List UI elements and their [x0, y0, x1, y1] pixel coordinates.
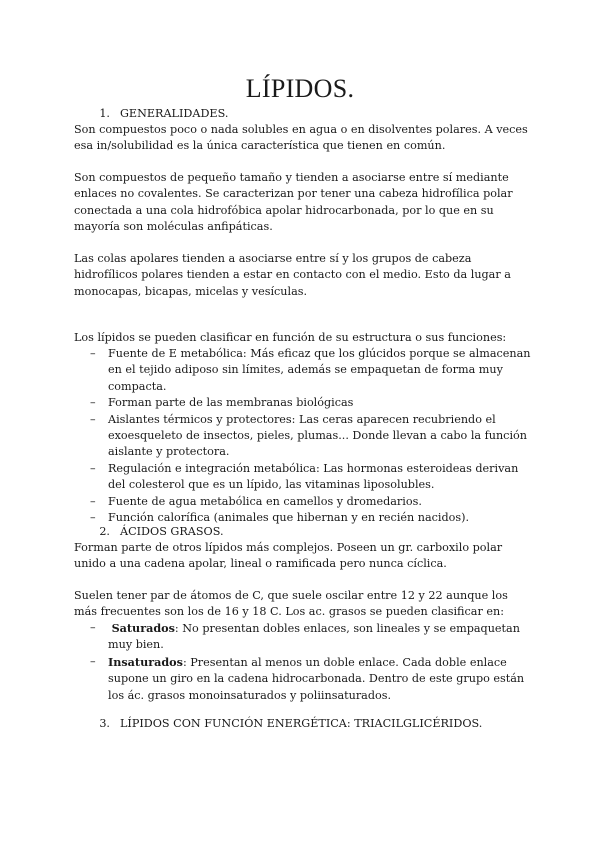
fatty-acids-list: [74, 620, 534, 704]
list-item-text: : No presentan dobles enlaces, son lineales y se empaquetan muy bien.: [108, 622, 520, 652]
section-1-number: 1.: [99, 107, 110, 120]
section-2-paragraph-2: Suelen tener par de átomos de C, que suele oscilar entre 12 y 22 aunque los más frecuentes son los de 16 y 18 C. Los ac. grasos se pueden clasificar en:: [74, 589, 508, 619]
list-item: – Forman parte de las membranas biológicas: [74, 395, 534, 411]
section-1-paragraph-4: Los lípidos se pueden clasificar en función de su estructura o sus funciones:: [74, 331, 507, 344]
section-1-paragraph-1: Son compuestos poco o nada solubles en agua o en disolventes polares. A veces esa in/solubilidad es la única característica que tienen en común.: [74, 123, 528, 153]
section-2-heading: [74, 524, 224, 540]
section-2-paragraph-1: Forman parte de otros lípidos más complejos. Poseen un gr. carboxilo polar unido a una cadena apolar, lineal o ramificada pero nunca cíclica.: [74, 541, 503, 571]
section-1-paragraph-3: Las colas apolares tienden a asociarse entre sí y los grupos de cabeza hidrofílicos polares tienden a estar en contacto con el medio. Esto da lugar a monocapas, bicapas, micelas y vesículas.: [74, 252, 511, 298]
list-item: [74, 654, 534, 704]
section-2-number: 2.: [99, 525, 110, 538]
list-item: – Función calorífica (animales que hibernan y en recién nacidos).: [74, 510, 534, 526]
list-item: – Fuente de agua metabólica en camellos y dromedarios.: [74, 494, 534, 510]
list-item: – Fuente de E metabólica: Más eficaz que los glúcidos porque se almacenan en el tejido adiposo sin límites, además se empaquetan de forma muy compacta.: [74, 346, 534, 395]
section-2-title: ÁCIDOS GRASOS.: [120, 525, 224, 538]
section-3-title: LÍPIDOS CON FUNCIÓN ENERGÉTICA: TRIACILGLICÉRIDOS.: [120, 717, 483, 730]
section-1-paragraph-2: Son compuestos de pequeño tamaño y tienden a asociarse entre sí mediante enlaces no covalentes. Se caracterizan por tener una cabeza hidrofílica polar conectada a una cola hidrofóbica apolar hidrocarbonada, por lo que en su mayoría son moléculas anfipáticas.: [74, 171, 513, 234]
page-title: LÍPIDOS.: [245, 74, 355, 103]
section-3-number: 3.: [99, 717, 110, 730]
list-item-term: Saturados: [111, 621, 175, 635]
list-item-text: : Presentan al menos un doble enlace. Cada doble enlace supone un giro en la cadena hidrocarbonada. Dentro de este grupo están los ác. grasos monoinsaturados y poliinsaturados.: [108, 655, 525, 702]
list-item: [74, 620, 534, 654]
section-1-title: GENERALIDADES.: [120, 107, 229, 120]
list-item: – Aislantes térmicos y protectores: Las ceras aparecen recubriendo el exoesqueleto de insectos, pieles, plumas... Donde llevan a cabo la función aislante y protectora.: [74, 412, 534, 461]
list-item: – Regulación e integración metabólica: Las hormonas esteroideas derivan del colesterol que es un lípido, las vitaminas liposolubles.: [74, 461, 534, 494]
list-item-term: Insaturados: [108, 654, 183, 669]
functions-list: [74, 346, 534, 526]
section-3-heading: [74, 716, 482, 732]
section-1-heading: [74, 106, 228, 122]
